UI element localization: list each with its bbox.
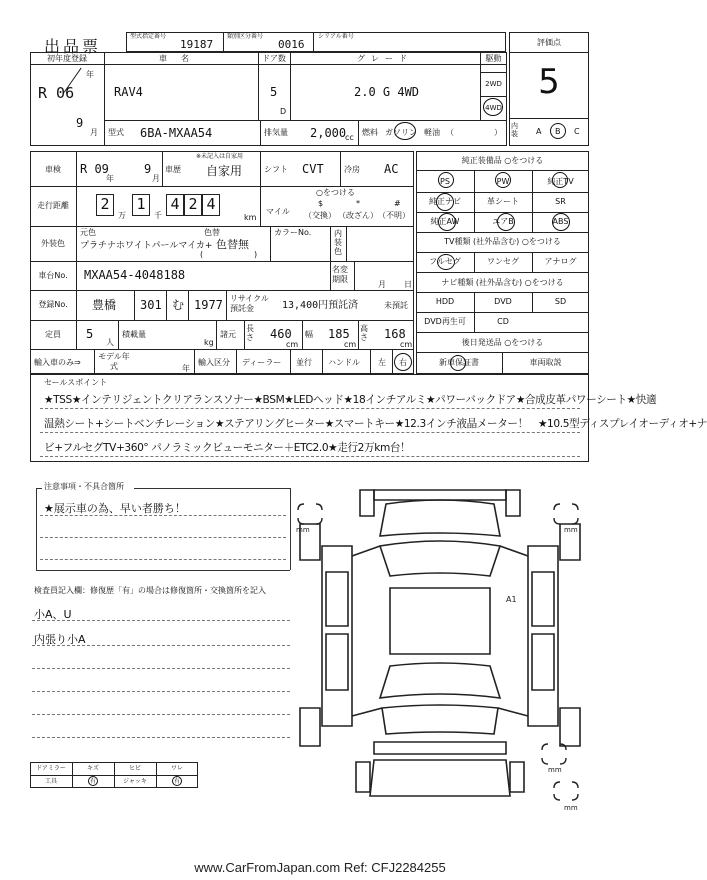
ac-value: AC (384, 162, 399, 176)
drive-label: 駆動 (485, 54, 502, 63)
color-no-label: カラーNo. (274, 228, 312, 237)
diagram-right-rear-fender (560, 708, 580, 746)
equip-aw-circle (438, 213, 456, 231)
equip-pw: PW (496, 177, 510, 186)
inspector-label: 検査員記入欄：修復歴「有」の場合は修復箇所・交換箇所を記入 (34, 586, 266, 595)
chassis-label: 車台No. (38, 271, 68, 280)
car-name-value: RAV4 (114, 85, 143, 99)
fuel-value: ガソリン (385, 128, 417, 137)
displacement-label: 排気量 (264, 128, 288, 137)
equip-leather: 革シート (487, 197, 519, 206)
diagram-rear-window (380, 663, 500, 698)
color-label: 外装色 (41, 239, 65, 248)
mileage-label: 走行距離 (37, 201, 69, 210)
navi-sd: SD (554, 297, 567, 306)
displacement-value: 2,000 (310, 126, 347, 140)
import-label: 輸入車のみ⇒ (34, 358, 81, 367)
diagram-mm-spare: mm (564, 804, 578, 812)
mileage-type-label: マイル (266, 207, 290, 216)
diagram-connector-rl (352, 708, 382, 716)
notes-line-1: ★展示車の為、早い者勝ち！ (44, 502, 186, 515)
tv-title: TV種類 (社外品含む) ○をつける (444, 237, 561, 246)
light-oil-label: 軽油 (424, 128, 440, 137)
diagram-connector-fl (352, 546, 380, 556)
sales-points-line-1: ★TSS★インテリジェントクリアランスソナー★BSM★LEDヘッド★18インチアルミ★パワーバックドア★合成皮革パワーシート★快適 (44, 394, 657, 406)
model-year-unit: 年 (182, 364, 190, 373)
type-designation-value: 19187 (180, 38, 214, 51)
model-value: 6BA-MXAA54 (140, 126, 213, 140)
interior-c: C (574, 127, 580, 136)
equip-pw-circle (495, 172, 511, 188)
diagram-tire-spare (554, 782, 578, 800)
docs-warranty: 新車保証書 (439, 358, 479, 367)
docs-warranty-circle (450, 355, 466, 371)
navi-dvd-play: DVD再生可 (424, 317, 466, 326)
height-unit: cm (400, 340, 413, 349)
legend-tools-value: 有 (89, 778, 96, 785)
rating-value: 5 (538, 62, 560, 102)
color-bracket-left: ( (200, 250, 204, 259)
fuel-label: 燃料 (362, 128, 378, 137)
length-value: 460 (270, 327, 292, 341)
diagram-right-front-door (532, 572, 554, 626)
reg-kana: む (172, 298, 185, 312)
diagram-left-front-door (326, 572, 348, 626)
mileage-mark-exchange: $ (318, 199, 324, 208)
width-value: 185 (328, 327, 350, 341)
first-reg-month: 9 (76, 116, 84, 130)
diagram-rear-light-left (356, 762, 370, 792)
color-change-value: 色替無 (216, 238, 249, 251)
diagram-connector-fr (500, 546, 528, 556)
car-name-label: 車名 (159, 54, 203, 63)
length-label: 長さ (246, 324, 254, 342)
docs-title: 後日発送品 ○をつける (461, 338, 544, 347)
mileage-type-exchange: （交換） (304, 211, 336, 220)
inspector-line-1: 小A、U (34, 608, 72, 621)
name-change-day: 日 (404, 280, 412, 289)
rating-label: 評価点 (537, 38, 561, 47)
doors-value: 5 (270, 85, 278, 99)
tv-fullseg-circle (437, 254, 455, 270)
displacement-unit: cc (345, 133, 354, 142)
legend-door-mirror: ドアミラー (36, 765, 66, 772)
diagram-hood-front (374, 490, 506, 500)
light-oil-bracket: （ ） (446, 128, 502, 137)
legend-tools-label: 工具 (44, 778, 57, 785)
equip-navi-circle (436, 193, 454, 211)
width-label: 幅 (305, 330, 313, 339)
diagram-tire-fr (554, 504, 578, 524)
equip-airbag-circle (497, 213, 515, 231)
equip-airbag: エアB (492, 217, 514, 226)
interior-b: B (555, 127, 561, 136)
equip-abs-circle (552, 213, 570, 231)
mileage-man: 万 (118, 211, 126, 220)
original-color-value: プラチナホワイトパールマイカ+ (80, 241, 213, 251)
handle-right: 右 (399, 358, 407, 367)
model-year-label: モデル年式 (98, 352, 130, 371)
load-unit: kg (204, 338, 214, 347)
original-color-label: 元色 (80, 228, 96, 237)
mileage-type-unknown: （不明） (378, 211, 410, 220)
mileage-digit-1-text: 2 (100, 195, 110, 213)
name-change-label: 名変期限 (332, 265, 348, 284)
diagram-mm-rr: mm (548, 766, 562, 774)
legend-jack-label: ジャッキ (123, 778, 147, 785)
mileage-digit-2-text: 1 (136, 195, 146, 213)
import-dealer: ディーラー (242, 358, 282, 367)
inspection-value: R 09 (80, 162, 109, 176)
interior-label: 内装 (511, 122, 518, 138)
legend-jack-circle (172, 776, 182, 786)
inspection-month-unit: 月 (152, 174, 160, 183)
handle-right-circle (394, 353, 412, 371)
car-damage-diagram (290, 476, 590, 816)
legend-tools-circle (88, 776, 98, 786)
diagram-roof (390, 588, 490, 654)
usage-value: 自家用 (206, 164, 243, 178)
footer-ref: www.CarFromJapan.com Ref: CFJ2284255 (194, 860, 446, 875)
docs-manual: 車両取説 (529, 358, 562, 367)
diagram-mm-fl: mm (296, 526, 310, 534)
grade-value: 2.0 G 4WD (354, 85, 420, 99)
capacity-unit: 人 (106, 338, 114, 347)
import-parallel: 並行 (296, 358, 312, 367)
fuel-gasoline-circle (394, 122, 416, 140)
diagram-rear-light-right (510, 762, 524, 792)
shift-value: CVT (302, 162, 324, 176)
recycle-unpaid: 未預託 (384, 301, 408, 310)
diagram-windshield (380, 541, 500, 576)
sales-points-line-3: ビ+フルセグTV+360° パノラミックビューモニター＋ETC2.0★走行2万km台！ (44, 442, 411, 454)
dims-label: 諸元 (220, 330, 236, 339)
equip-ps: PS (440, 177, 450, 186)
sheet-title: 出品票 (44, 37, 102, 56)
first-reg-label: 初年度登録 (47, 54, 87, 63)
drive-4wd: 4WD (485, 104, 502, 112)
color-bracket-right: ) (254, 250, 258, 259)
mileage-digit-5-text: 4 (206, 195, 216, 213)
inspection-year-unit: 年 (106, 174, 114, 183)
interior-a: A (536, 127, 542, 136)
model-label: 型式 (108, 128, 124, 137)
equip-aw: 純正AW (430, 217, 460, 226)
reg-number: 1977 (194, 298, 223, 312)
sales-points-line-2: 温熱シート+シートベンチレーション★ステアリングヒーター★スマートキー★12.3インチ液晶メーター！ ★10.5型ディスプレイオーディオ+ナ (44, 418, 707, 430)
chassis-value: MXAA54-4048188 (84, 268, 186, 282)
reg-class: 301 (140, 298, 162, 312)
equip-tv: 純正TV (547, 177, 574, 186)
equipment-title: 純正装備品 ○をつける (461, 156, 544, 165)
recycle-label: リサイクル預託金 (230, 294, 269, 313)
mileage-sen: 千 (154, 211, 162, 220)
equip-ps-circle (438, 172, 454, 188)
inspector-line-2: 内張り小A (34, 633, 86, 646)
diagram-tire-fl (298, 504, 322, 524)
navi-title: ナビ種類 (社外品含む) ○をつける (441, 278, 564, 287)
diagram-rear-bumper (374, 742, 506, 754)
diagram-connector-rr (498, 708, 528, 716)
navi-hdd: HDD (435, 297, 455, 306)
color-code-label: 色替 (204, 228, 220, 237)
serial-label: シリアル番号 (318, 33, 354, 40)
notes-label: 注意事項・不具合箇所 (44, 482, 124, 491)
doors-label: ドア数 (262, 54, 286, 63)
name-change-month: 月 (378, 280, 386, 289)
tv-fullseg: フルセグ (429, 257, 461, 266)
equip-sr: SR (555, 197, 566, 206)
reg-area: 豊橋 (92, 298, 117, 312)
sales-points-label: セールスポイント (44, 378, 108, 387)
category-value: 0016 (278, 38, 305, 51)
diagram-left-rear-door (326, 634, 348, 690)
usage-note: ※未記入は自家用 (196, 153, 244, 160)
legend-jack-value: 有 (173, 778, 180, 785)
equip-abs: ABS (552, 217, 569, 226)
handle-label: ハンドル (328, 358, 360, 367)
length-unit: cm (286, 340, 299, 349)
diagram-mark-a1: A1 (506, 595, 517, 604)
doors-suffix: D (280, 107, 287, 116)
drive-4wd-circle (483, 98, 503, 116)
diagram-hood (380, 500, 500, 536)
mileage-mark-tamper: * (356, 199, 360, 208)
interior-color-label: 内装色 (334, 229, 342, 256)
usage-label: 車歴 (165, 165, 181, 174)
mileage-digit-3-text: 4 (170, 195, 180, 213)
handle-left: 左 (378, 358, 386, 367)
grade-label: グレード (357, 54, 413, 63)
mileage-digit-4-text: 2 (188, 195, 198, 213)
load-label: 積載量 (122, 330, 146, 339)
legend-crack: ヒビ (128, 765, 141, 772)
diagram-front-bumper-left (360, 490, 374, 516)
reg-label: 登録No. (38, 300, 68, 309)
tv-analog: アナログ (544, 257, 577, 266)
inspection-month: 9 (144, 162, 152, 176)
legend-break: ワレ (170, 765, 183, 772)
capacity-label: 定員 (45, 330, 61, 339)
inspection-label: 車検 (45, 165, 61, 174)
capacity-value: 5 (86, 327, 94, 341)
equip-navi: 純正ナビ (429, 197, 461, 206)
diagram-front-bumper-right (506, 490, 520, 516)
tv-oneseg: ワンセグ (487, 257, 519, 266)
diagram-left-rear-fender (300, 708, 320, 746)
width-unit: cm (344, 340, 357, 349)
mileage-type-tamper: （改ざん） (338, 211, 378, 220)
diagram-right-rear-door (532, 634, 554, 690)
diagram-underbody (370, 760, 510, 796)
shift-label: シフト (264, 165, 288, 174)
height-label: 高さ (360, 324, 368, 342)
legend-scratch: キズ (87, 765, 99, 772)
height-value: 168 (384, 327, 406, 341)
import-type-label: 輸入区分 (198, 358, 230, 367)
navi-dvd: DVD (494, 297, 512, 306)
diagram-tire-rr (542, 744, 566, 764)
first-reg-year-unit: 年 (86, 70, 94, 79)
category-label: 類別区分番号 (227, 33, 264, 40)
first-reg-month-unit: 月 (90, 128, 98, 137)
mileage-unit: km (244, 213, 257, 222)
diagram-mm-fr: mm (564, 526, 578, 534)
diagram-trunk (382, 705, 498, 734)
equip-tv-circle (552, 172, 568, 188)
mileage-mark-unknown: # (394, 199, 401, 208)
ac-label: 冷房 (344, 165, 360, 174)
first-reg-era: R 06 (38, 84, 75, 102)
navi-cd: CD (497, 317, 509, 326)
interior-b-circle (550, 123, 566, 139)
drive-2wd: 2WD (485, 80, 502, 88)
mileage-circle-note: ○をつける (316, 188, 355, 197)
type-designation-label: 型式指定番号 (130, 33, 167, 40)
recycle-value: 13,400円預託済 (282, 300, 359, 311)
